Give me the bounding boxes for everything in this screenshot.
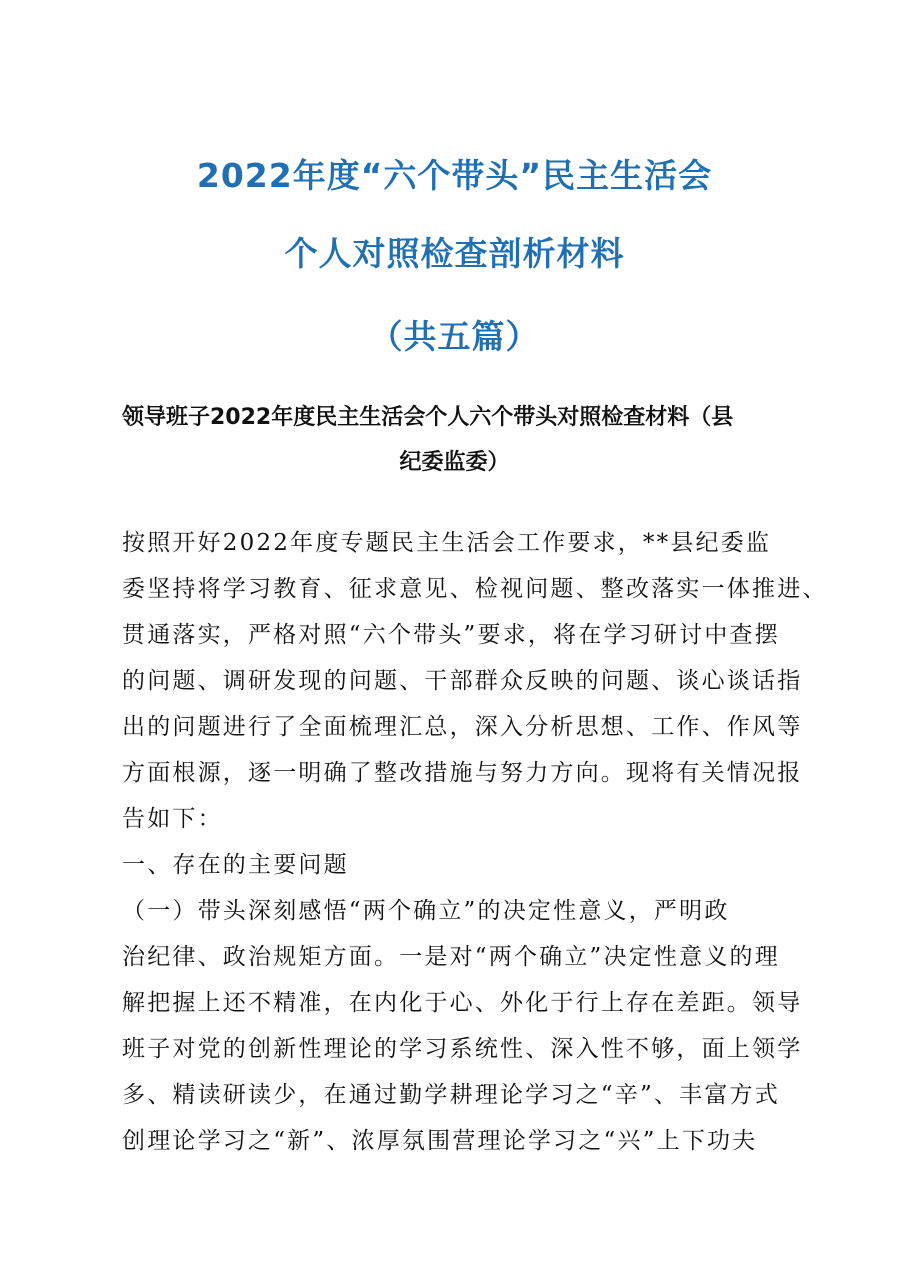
body-line: （一）带头深刻感悟“两个确立”的决定性意义，严明政 [122, 898, 730, 924]
body-line: 出的问题进行了全面梳理汇总，深入分析思想、工作、作风等 [122, 714, 803, 740]
body-line: 的问题、调研发现的问题、干部群众反映的问题、谈心谈话指 [122, 668, 803, 694]
body-line: 按照开好2022年度专题民主生活会工作要求，**县纪委监 [122, 530, 772, 556]
body-line: 班子对党的创新性理论的学习系统性、深入性不够，面上领学 [122, 1036, 803, 1062]
body-line: 解把握上还不精准，在内化于心、外化于行上存在差距。领导 [122, 990, 803, 1016]
section-heading: 一、存在的主要问题 [122, 852, 349, 878]
section-title-line-2: 纪委监委） [399, 450, 510, 475]
body-line: 委坚持将学习教育、征求意见、检视问题、整改落实一体推进、 [122, 576, 828, 602]
document-title-line-3: （共五篇） [369, 317, 540, 356]
body-line: 贯通落实，严格对照“六个带头”要求，将在学习研讨中查摆 [122, 622, 780, 648]
document-title-line-1: 2022年度“六个带头”民主生活会 [196, 156, 713, 195]
body-line: 方面根源，逐一明确了整改措施与努力方向。现将有关情况报 [122, 760, 803, 786]
body-line: 治纪律、政治规矩方面。一是对“两个确立”决定性意义的理 [122, 944, 780, 970]
body-line: 创理论学习之“新”、浓厚氛围营理论学习之“兴”上下功夫 [122, 1128, 758, 1154]
document-title-line-2: 个人对照检查剖析材料 [284, 234, 625, 273]
section-title-line-1: 领导班子2022年度民主生活会个人六个带头对照检查材料（县 [122, 405, 734, 430]
body-line: 告如下： [122, 806, 223, 832]
body-line: 多、精读研读少，在通过勤学耕理论学习之“辛”、丰富方式 [122, 1082, 780, 1108]
